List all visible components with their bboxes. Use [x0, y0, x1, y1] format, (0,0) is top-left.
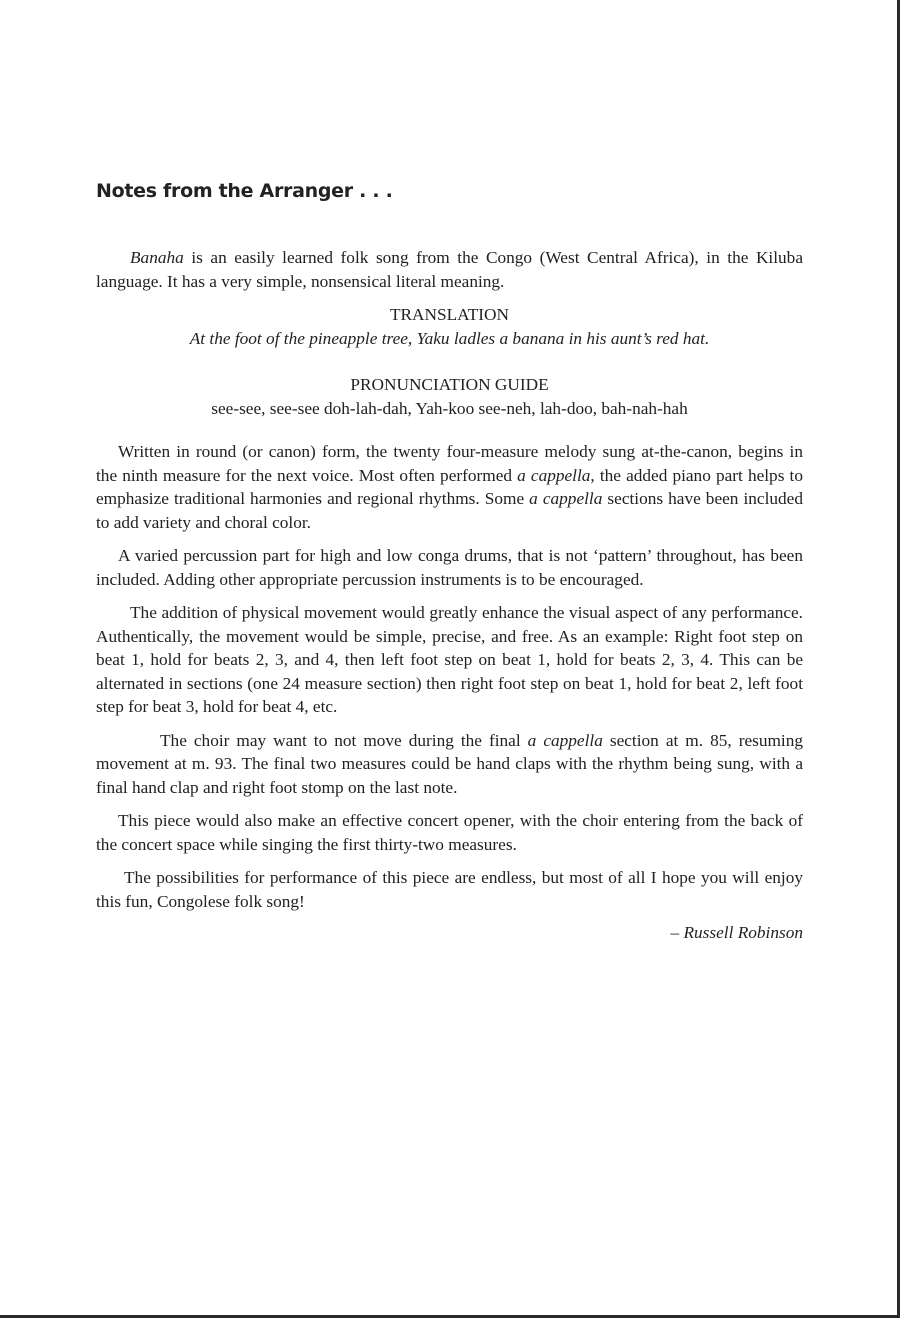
translation-block: [96, 303, 803, 350]
pronunciation-block: [96, 373, 803, 420]
document-page: [96, 180, 803, 943]
intro-paragraph: [96, 246, 803, 293]
pronunciation-label: PRONUNCIATION GUIDE: [350, 375, 549, 394]
percussion-paragraph: A varied percussion part for high and low conga drums, that is not ‘pattern’ throughout, has been included. Adding other appropriate percussion instruments is to be encouraged.: [96, 546, 803, 589]
opener-paragraph: This piece would also make an effective concert opener, with the choir entering from the back of the concert space while singing the first thirty-two measures.: [96, 811, 803, 854]
choir-paragraph: The choir may want to not move during the final a cappella section at m. 85, resuming movement at m. 93. The final two measures could be hand claps with the rhythm being sung, with a final hand clap and right foot stomp on the last note.: [96, 730, 804, 797]
song-title: Banaha: [130, 248, 184, 267]
page-heading: Notes from the Arranger . . .: [96, 180, 393, 202]
movement-paragraph: The addition of physical movement would greatly enhance the visual aspect of any performance. Authentically, the movement would be simple, precise, and free. As an example: Right foot step on beat 1, hold for beats 2, 3, and 4, then left foot step on beat 1, hold for beats 2, 3, 4. This can be alternated in sections (one 24 measure section) then right foot step on beat 1, hold for beat 2, left foot step for beat 3, hold for beat 4, etc.: [96, 603, 803, 716]
translation-label: TRANSLATION: [389, 305, 510, 324]
intro-text: is an easily learned folk song from the Congo (West Central Africa), in the Kiluba language. It has a very simple, nonsensical literal meaning.: [96, 248, 803, 291]
closing-paragraph: The possibilities for performance of this piece are endless, but most of all I hope you will enjoy this fun, Congolese folk song!: [96, 868, 803, 911]
author-signature: – Russell Robinson: [670, 923, 803, 942]
translation-text: At the foot of the pineapple tree, Yaku ladles a banana in his aunt’s red hat.: [189, 328, 710, 348]
pronunciation-text: see-see, see-see doh-lah-dah, Yah-koo see-neh, lah-doo, bah-nah-hah: [211, 398, 688, 418]
round-paragraph: Written in round (or canon) form, the twenty four-measure melody sung at-the-canon, begins in the ninth measure for the next voice. Most often performed a cappella, the added piano part helps to emphasize traditional harmonies and regional rhythms. Some a cappella sections have been included to add variety and choral color.: [96, 442, 803, 532]
